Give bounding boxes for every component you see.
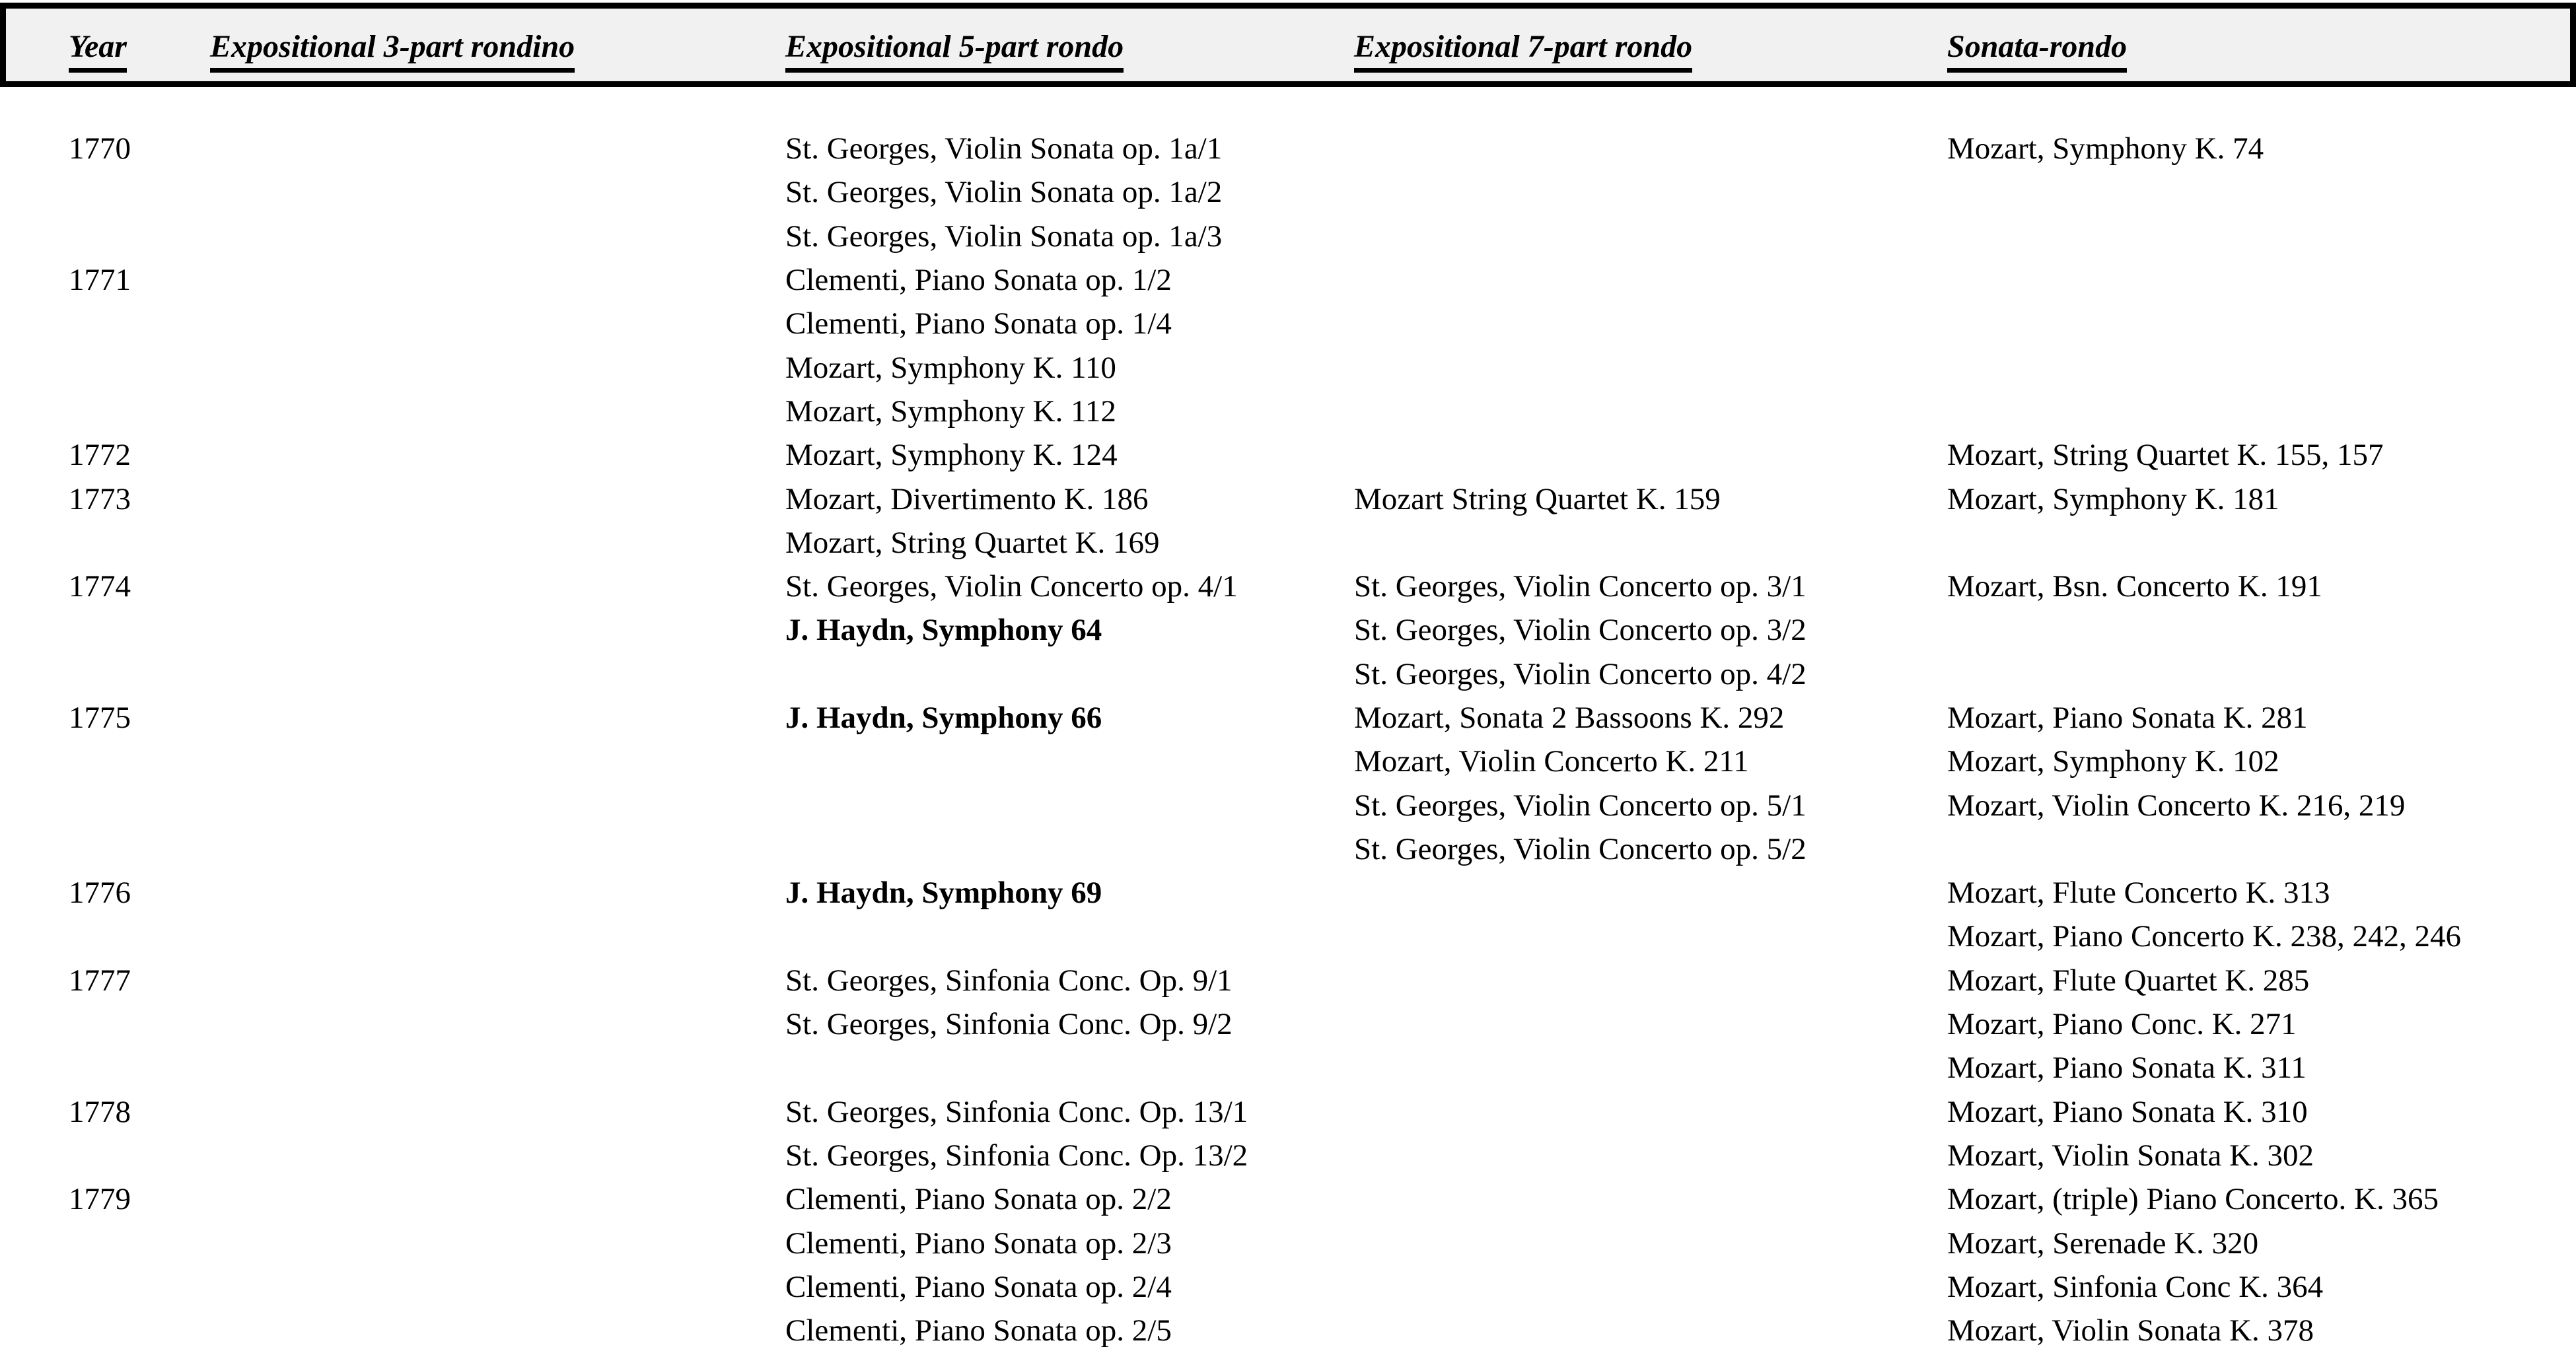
cell-year: 1778 (69, 1094, 131, 1129)
header-label-3-part-rondino: Expositional 3-part rondino (210, 29, 575, 73)
cell-rondo5: Clementi, Piano Sonata op. 2/4 (785, 1269, 1172, 1304)
table-row (0, 258, 2576, 302)
cell-rondo7: Mozart, Sonata 2 Bassoons K. 292 (1354, 701, 1785, 735)
header-cell-year (69, 28, 127, 65)
cell-sonata-rondo: Mozart, Sinfonia Conc K. 364 (1947, 1269, 2324, 1304)
table-row (0, 1221, 2576, 1265)
cell-sonata-rondo: Mozart, Bsn. Concerto K. 191 (1947, 569, 2322, 604)
table-row (0, 652, 2576, 696)
table-row (0, 127, 2576, 170)
cell-sonata-rondo: Mozart, Serenade K. 320 (1947, 1226, 2259, 1261)
cell-rondo5: Clementi, Piano Sonata op. 2/3 (785, 1226, 1172, 1261)
table-row (0, 959, 2576, 1002)
cell-rondo5: Clementi, Piano Sonata op. 2/5 (785, 1313, 1172, 1348)
table-row (0, 390, 2576, 433)
cell-rondo5: Clementi, Piano Sonata op. 1/4 (785, 306, 1172, 341)
cell-rondo5: St. Georges, Sinfonia Conc. Op. 13/1 (785, 1094, 1248, 1129)
cell-sonata-rondo: Mozart, Symphony K. 74 (1947, 131, 2264, 166)
table-row (0, 696, 2576, 740)
table-row (0, 521, 2576, 565)
cell-year: 1771 (69, 263, 131, 298)
header-label-sonata-rondo: Sonata-rondo (1947, 29, 2127, 73)
table-row (0, 302, 2576, 345)
table-row (0, 1002, 2576, 1046)
table-row (0, 740, 2576, 783)
table-row (0, 608, 2576, 652)
cell-rondo5: St. Georges, Violin Concerto op. 4/1 (785, 569, 1238, 604)
cell-sonata-rondo: Mozart, Symphony K. 102 (1947, 744, 2279, 779)
cell-year: 1774 (69, 569, 131, 604)
header-label-5-part-rondo: Expositional 5-part rondo (785, 29, 1124, 73)
cell-rondo5: Mozart, Divertimento K. 186 (785, 481, 1149, 516)
table-row (0, 1309, 2576, 1352)
cell-year: 1770 (69, 131, 131, 166)
cell-sonata-rondo: Mozart, Piano Conc. K. 271 (1947, 1007, 2297, 1042)
table-row (0, 827, 2576, 871)
cell-sonata-rondo: Mozart, Violin Sonata K. 302 (1947, 1138, 2314, 1173)
table-row (0, 783, 2576, 827)
cell-rondo5: St. Georges, Violin Sonata op. 1a/1 (785, 131, 1223, 166)
cell-rondo5: Clementi, Piano Sonata op. 1/2 (785, 263, 1172, 298)
cell-year: 1775 (69, 701, 131, 735)
cell-year: 1776 (69, 876, 131, 911)
cell-rondo5: St. Georges, Sinfonia Conc. Op. 9/2 (785, 1007, 1233, 1042)
table-row (0, 1046, 2576, 1090)
header-cell-sonata-rondo (1947, 28, 2127, 65)
table-header (0, 3, 2576, 87)
table-row (0, 1090, 2576, 1134)
cell-year: 1772 (69, 438, 131, 473)
cell-sonata-rondo: Mozart, Symphony K. 181 (1947, 481, 2279, 516)
cell-rondo5: St. Georges, Violin Sonata op. 1a/3 (785, 219, 1223, 254)
cell-year: 1777 (69, 963, 131, 998)
cell-rondo7: St. Georges, Violin Concerto op. 5/2 (1354, 831, 1807, 866)
cell-sonata-rondo: Mozart, Flute Concerto K. 313 (1947, 876, 2330, 911)
cell-rondo5: Mozart, Symphony K. 124 (785, 438, 1118, 473)
cell-rondo7: Mozart, Violin Concerto K. 211 (1354, 744, 1749, 779)
table-row (0, 345, 2576, 389)
table-row (0, 215, 2576, 258)
cell-rondo7: St. Georges, Violin Concerto op. 3/2 (1354, 613, 1807, 648)
cell-sonata-rondo: Mozart, Piano Sonata K. 310 (1947, 1094, 2308, 1129)
cell-rondo5: J. Haydn, Symphony 69 (785, 876, 1102, 911)
header-cell-3-part-rondino (210, 28, 575, 65)
header-cell-7-part-rondo (1354, 28, 1692, 65)
cell-rondo7: Mozart String Quartet K. 159 (1354, 481, 1721, 516)
cell-year: 1779 (69, 1182, 131, 1217)
cell-sonata-rondo: Mozart, Violin Concerto K. 216, 219 (1947, 788, 2406, 823)
cell-sonata-rondo: Mozart, Piano Concerto K. 238, 242, 246 (1947, 919, 2462, 954)
cell-rondo5: Mozart, Symphony K. 112 (785, 394, 1116, 429)
cell-year: 1773 (69, 481, 131, 516)
cell-rondo5: St. Georges, Sinfonia Conc. Op. 13/2 (785, 1138, 1248, 1173)
cell-rondo5: J. Haydn, Symphony 66 (785, 701, 1102, 735)
cell-sonata-rondo: Mozart, String Quartet K. 155, 157 (1947, 438, 2384, 473)
cell-rondo5: St. Georges, Violin Sonata op. 1a/2 (785, 175, 1223, 210)
cell-rondo5: Mozart, String Quartet K. 169 (785, 525, 1160, 560)
table-row (0, 1134, 2576, 1177)
table-row (0, 565, 2576, 608)
cell-rondo5: St. Georges, Sinfonia Conc. Op. 9/1 (785, 963, 1233, 998)
cell-rondo7: St. Georges, Violin Concerto op. 5/1 (1354, 788, 1807, 823)
cell-sonata-rondo: Mozart, Piano Sonata K. 311 (1947, 1051, 2307, 1086)
cell-sonata-rondo: Mozart, Violin Sonata K. 378 (1947, 1313, 2314, 1348)
table-row (0, 871, 2576, 915)
cell-rondo7: St. Georges, Violin Concerto op. 4/2 (1354, 656, 1807, 691)
cell-rondo5: J. Haydn, Symphony 64 (785, 613, 1102, 648)
cell-rondo5: Mozart, Symphony K. 110 (785, 350, 1116, 385)
table-row (0, 915, 2576, 958)
header-label-year: Year (69, 29, 127, 73)
header-label-7-part-rondo: Expositional 7-part rondo (1354, 29, 1692, 73)
cell-sonata-rondo: Mozart, Piano Sonata K. 281 (1947, 701, 2308, 735)
table-row (0, 433, 2576, 477)
table-row (0, 1177, 2576, 1221)
cell-rondo7: St. Georges, Violin Concerto op. 3/1 (1354, 569, 1807, 604)
cell-sonata-rondo: Mozart, (triple) Piano Concerto. K. 365 (1947, 1182, 2439, 1217)
table-row (0, 170, 2576, 214)
cell-rondo5: Clementi, Piano Sonata op. 2/2 (785, 1182, 1172, 1217)
table-row (0, 477, 2576, 520)
table-body (0, 127, 2576, 1352)
header-cell-5-part-rondo (785, 28, 1124, 65)
table-row (0, 1265, 2576, 1309)
cell-sonata-rondo: Mozart, Flute Quartet K. 285 (1947, 963, 2310, 998)
